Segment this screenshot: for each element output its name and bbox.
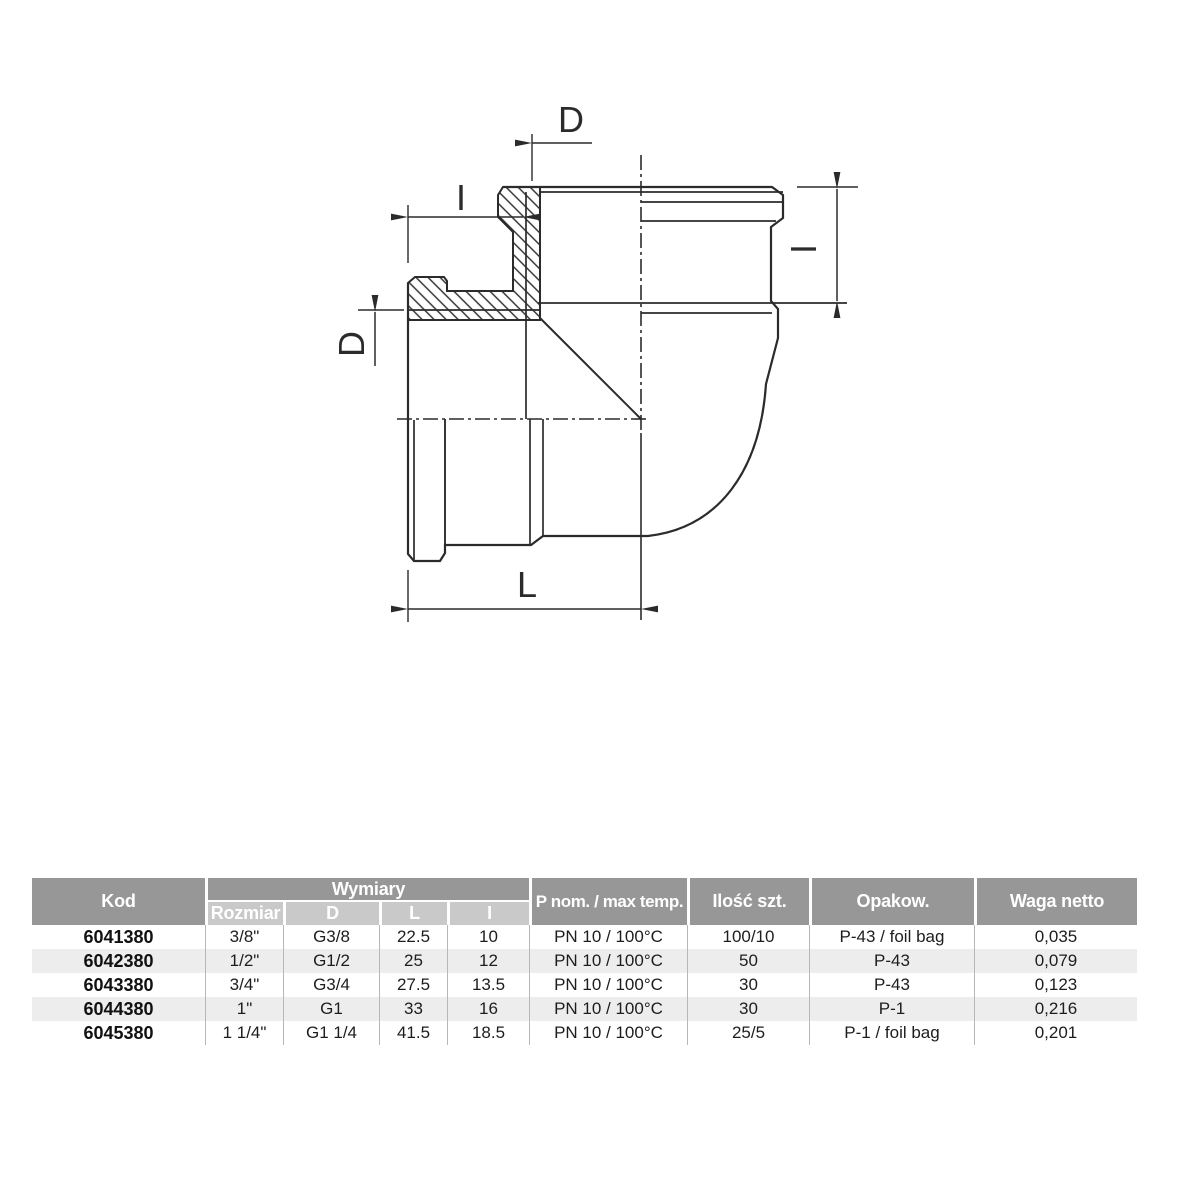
cell-rozmiar: 3/8" <box>205 925 283 949</box>
spec-table <box>32 878 1137 1045</box>
header-i: I <box>447 902 529 925</box>
dim-d-top <box>532 134 592 181</box>
cell-rozmiar: 1/2" <box>205 949 283 973</box>
cell-pnom: PN 10 / 100°C <box>529 949 687 973</box>
cell-l: 41.5 <box>379 1021 447 1045</box>
cell-d: G3/8 <box>283 925 379 949</box>
cell-pnom: PN 10 / 100°C <box>529 997 687 1021</box>
cell-d: G3/4 <box>283 973 379 997</box>
dim-label-i-top-left: I <box>455 177 467 218</box>
dim-label-d-top: D <box>558 99 584 140</box>
header-rozmiar: Rozmiar <box>205 902 283 925</box>
detail-lines <box>408 192 847 561</box>
dim-label-l-bottom: L <box>516 564 538 605</box>
cell-waga: 0,216 <box>974 997 1137 1021</box>
header-pnom: P nom. / max temp. <box>529 878 687 925</box>
header-kod: Kod <box>32 878 205 925</box>
cell-rozmiar: 1 1/4" <box>205 1021 283 1045</box>
cell-d: G1 1/4 <box>283 1021 379 1045</box>
cell-ilosc: 30 <box>687 973 809 997</box>
header-d: D <box>283 902 379 925</box>
cell-rozmiar: 1" <box>205 997 283 1021</box>
header-opakow: Opakow. <box>809 878 974 925</box>
cell-waga: 0,123 <box>974 973 1137 997</box>
cell-waga: 0,201 <box>974 1021 1137 1045</box>
cell-ilosc: 25/5 <box>687 1021 809 1045</box>
cell-i: 13.5 <box>447 973 529 997</box>
cell-i: 18.5 <box>447 1021 529 1045</box>
cell-kod: 6043380 <box>32 973 205 997</box>
cell-ilosc: 100/10 <box>687 925 809 949</box>
cell-waga: 0,079 <box>974 949 1137 973</box>
cell-pnom: PN 10 / 100°C <box>529 925 687 949</box>
dim-label-i-right: I <box>783 243 824 255</box>
cell-kod: 6045380 <box>32 1021 205 1045</box>
cell-kod: 6041380 <box>32 925 205 949</box>
cell-kod: 6042380 <box>32 949 205 973</box>
cell-opakow: P-43 / foil bag <box>809 925 974 949</box>
cell-kod: 6044380 <box>32 997 205 1021</box>
cell-l: 25 <box>379 949 447 973</box>
header-wymiary: Wymiary <box>205 878 529 902</box>
dim-label-d-left: D <box>331 331 372 357</box>
cell-i: 16 <box>447 997 529 1021</box>
section-hatch <box>408 187 540 320</box>
cell-pnom: PN 10 / 100°C <box>529 1021 687 1045</box>
header-ilosc: Ilość szt. <box>687 878 809 925</box>
cell-l: 27.5 <box>379 973 447 997</box>
cell-opakow: P-43 <box>809 973 974 997</box>
cell-i: 10 <box>447 925 529 949</box>
cell-ilosc: 30 <box>687 997 809 1021</box>
cell-d: G1 <box>283 997 379 1021</box>
cell-opakow: P-1 / foil bag <box>809 1021 974 1045</box>
cell-waga: 0,035 <box>974 925 1137 949</box>
cell-l: 22.5 <box>379 925 447 949</box>
cell-opakow: P-1 <box>809 997 974 1021</box>
header-l: L <box>379 902 447 925</box>
cell-l: 33 <box>379 997 447 1021</box>
cell-ilosc: 50 <box>687 949 809 973</box>
cell-opakow: P-43 <box>809 949 974 973</box>
cell-d: G1/2 <box>283 949 379 973</box>
cell-rozmiar: 3/4" <box>205 973 283 997</box>
cell-i: 12 <box>447 949 529 973</box>
header-waga: Waga netto <box>974 878 1137 925</box>
cell-pnom: PN 10 / 100°C <box>529 973 687 997</box>
